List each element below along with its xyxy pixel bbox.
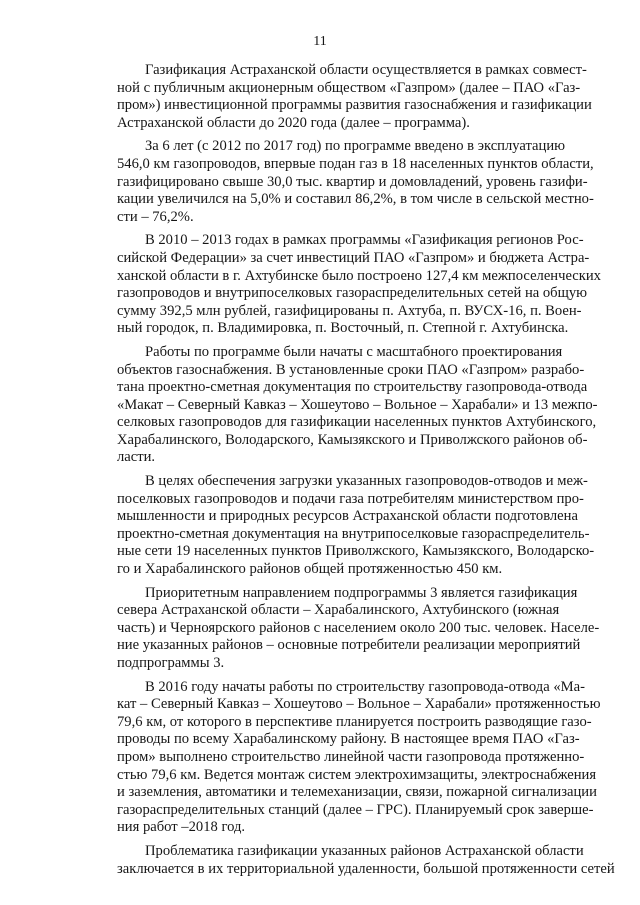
paragraph: За 6 лет (с 2012 по 2017 год) по программе введено в эксплуатацию 546,0 км газопроводов, впервые подан газ в 18 населенных пунктов области, газифицировано свыше 30,0 тыс. квартир и домовладений, уровень газифи- кации увеличился на 5,0% и составил 86,2%, в том числе в сельской местно- сти – 76,2%.	[117, 138, 594, 225]
document-body	[117, 62, 625, 884]
page-number: 11	[313, 34, 327, 49]
paragraph: В целях обеспечения загрузки указанных газопроводов-отводов и меж- поселковых газопроводов и подачи газа потребителям министерством про- мышленности и природных ресурсов Астраханской области подготовлена проектно-сметная документация на внутрипоселковые газораспределитель- ные сети 19 населенных пунктов Приволжского, Камызякского, Володарско- го и Харабалинского районов общей протяженностью 450 км.	[117, 473, 595, 578]
paragraph: Газификация Астраханской области осуществляется в рамках совмест- ной с публичным акционерным обществом «Газпром» (далее – ПАО «Газ- пром») инвестиционной программы развития газоснабжения и газификации Астраханской области до 2020 года (далее – программа).	[117, 62, 592, 131]
paragraph: Работы по программе были начаты с масштабного проектирования объектов газоснабжения. В установленные сроки ПАО «Газпром» разрабо- тана проектно-сметная документация по строительству газопровода-отвода «Макат – Северный Кавказ – Хошеутово – Вольное – Харабали» и 13 межпо- селковых газопроводов для газификации населенных пунктов Ахтубинского, Харабалинского, Володарского, Камызякского и Приволжского районов об- ласти.	[117, 343, 598, 466]
paragraph: Проблематика газификации указанных районов Астраханской области заключается в их территориальной удаленности, большой протяженности сетей	[117, 842, 615, 877]
paragraph: В 2016 году начаты работы по строительству газопровода-отвода «Ма- кат – Северный Кавказ – Хошеутово – Вольное – Харабали» протяженностью 79,6 км, от которого в перспективе планируется построить разводящие газо- проводы по всему Харабалинскому району. В настоящее время ПАО «Газ- пром» выполнено строительство линейной части газопровода протяженно- стью 79,6 км. Ведется монтаж систем электрохимзащиты, электроснабжения и заземления, автоматики и телемеханизации, связи, пожарной сигнализации газораспределительных станций (далее – ГРС). Планируемый срок заверше- ния работ –2018 год.	[117, 678, 601, 836]
paragraph: Приоритетным направлением подпрограммы 3 является газификация севера Астраханской области – Харабалинского, Ахтубинского (южная часть) и Черноярского районов с населением около 200 тыс. человек. Населе- ние указанных районов – основные потребители реализации мероприятий подпрограммы 3.	[117, 584, 600, 671]
paragraph: В 2010 – 2013 годах в рамках программы «Газификация регионов Рос- сийской Федерации» за счет инвестиций ПАО «Газпром» и бюджета Астра- ханской области в г. Ахтубинске было построено 127,4 км межпоселенческих газопроводов и внутрипоселковых газораспределительных сетей на общую сумму 392,5 млн рублей, газифицированы п. Ахтуба, п. ВУСХ-16, п. Воен- ный городок, п. Владимировка, п. Восточный, п. Степной г. Ахтубинска.	[117, 232, 601, 337]
